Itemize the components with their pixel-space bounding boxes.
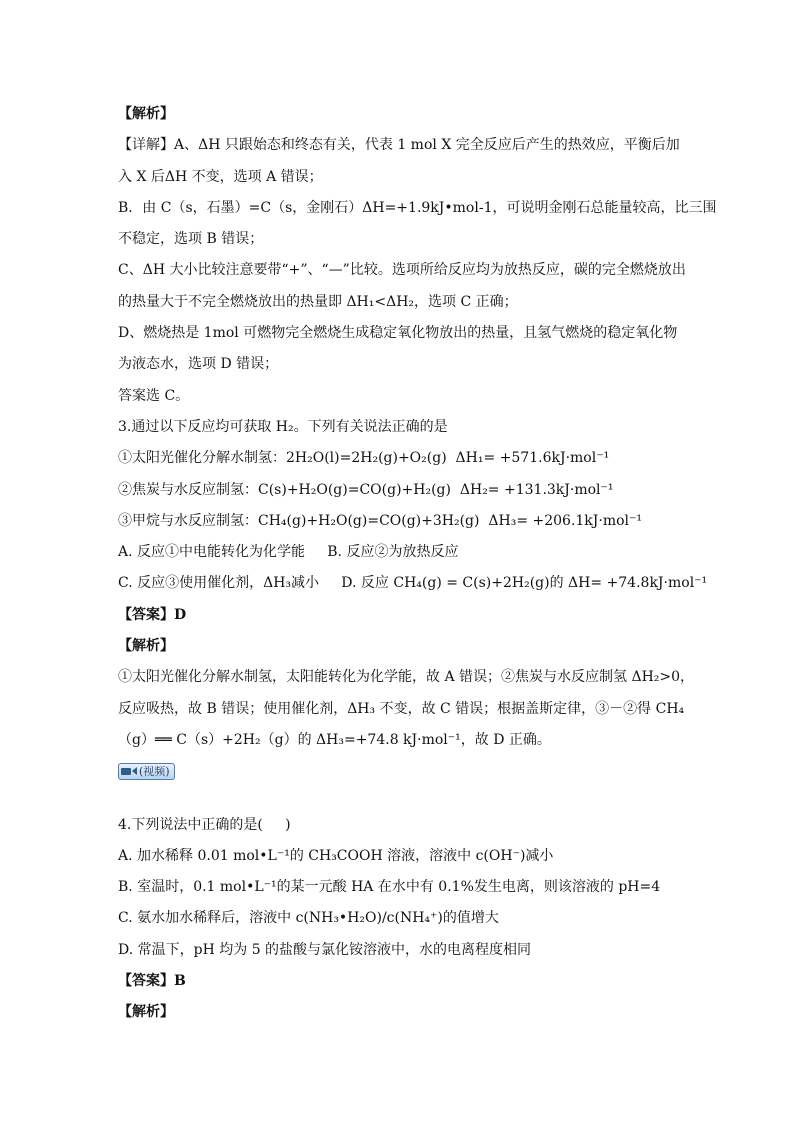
text-line — [118, 382, 688, 413]
text-line — [118, 998, 688, 1029]
text-line-content: 入 X 后ΔH 不变，选项 A 错误； — [118, 168, 323, 185]
text-line — [118, 967, 688, 998]
text-line — [118, 726, 688, 757]
text-line — [118, 873, 688, 904]
text-line-content: （g）══ C（s）+2H₂（g）的 ΔH₃=+74.8 kJ·mol⁻¹，故 D 正确。 — [118, 731, 551, 748]
text-line-content: 答案选 C。 — [118, 387, 190, 404]
text-line — [118, 194, 717, 225]
text-line — [118, 131, 688, 162]
text-line — [118, 811, 688, 842]
text-line — [118, 538, 688, 569]
text-line-content: 为液态水，选项 D 错误； — [118, 356, 279, 373]
text-line-content: B. 室温时，0.1 mol•L⁻¹的某一元酸 HA 在水中有 0.1%发生电离，则该溶液的 pH=4 — [118, 879, 661, 896]
camera-icon — [121, 768, 131, 775]
text-line-content: ①太阳光催化分解水制氢：2H₂O(l)=2H₂(g)+O₂(g) ΔH₁= +571.6kJ·mol⁻¹ — [118, 450, 610, 467]
text-line-content: C、ΔH 大小比较注意要带“+”、“—”比较。选项所给反应均为放热反应，碳的完全燃烧放出 — [118, 262, 686, 279]
text-line-content: D. 常温下，pH 均为 5 的盐酸与氯化铵溶液中，水的电离程度相同 — [118, 941, 532, 958]
text-line — [118, 569, 708, 600]
text-line — [118, 695, 688, 726]
text-line — [118, 507, 688, 538]
text-line — [118, 350, 688, 381]
text-line-content: 【答案】D — [118, 606, 187, 623]
text-line — [118, 288, 688, 319]
video-button[interactable] — [118, 763, 175, 780]
text-line — [118, 936, 688, 967]
text-line — [118, 632, 688, 663]
text-line-content: ③甲烷与水反应制氢：CH₄(g)+H₂O(g)=CO(g)+3H₂(g) ΔH₃= +206.1kJ·mol⁻¹ — [118, 512, 643, 529]
video-link-row — [118, 757, 688, 788]
text-line-content: A. 加水稀释 0.01 mol•L⁻¹的 CH₃COOH 溶液，溶液中 c(OH⁻)减小 — [118, 847, 554, 864]
text-line-content: C. 氨水加水稀释后，溶液中 c(NH₃•H₂O)/c(NH₄⁺)的值增大 — [118, 910, 499, 927]
text-line — [118, 904, 688, 935]
text-line-content: 【解析】 — [118, 638, 174, 655]
text-line — [118, 476, 688, 507]
text-line — [118, 663, 695, 694]
text-line-content: C. 反应③使用催化剂，ΔH₃减小 D. 反应 CH₄(g) = C(s)+2H₂(g)的 ΔH= +74.8kJ·mol⁻¹ — [118, 575, 708, 592]
text-line-content: ①太阳光催化分解水制氢，太阳能转化为化学能，故 A 错误；②焦炭与水反应制氢 ΔH₂>0， — [118, 669, 695, 686]
section-question-2-3 — [118, 100, 717, 757]
camera-lens-icon — [132, 767, 137, 775]
text-line-content: ②焦炭与水反应制氢：C(s)+H₂O(g)=CO(g)+H₂(g) ΔH₂= +131.3kJ·mol⁻¹ — [118, 481, 614, 498]
text-line-content: 反应吸热，故 B 错误；使用催化剂，ΔH₃ 不变，故 C 错误；根据盖斯定律，③－②得 CH₄ — [118, 700, 685, 717]
text-line-content: 不稳定，选项 B 错误； — [118, 231, 264, 248]
text-line — [118, 100, 688, 131]
text-line-content: 3.通过以下反应均可获取 H₂。下列有关说法正确的是 — [118, 418, 448, 435]
text-line-content: D、燃烧热是 1mol 可燃物完全燃烧生成稳定氧化物放出的热量，且氢气燃烧的稳定氧化物 — [118, 325, 678, 342]
text-line-content: B．由 C（s，石墨）=C（s，金刚石）ΔH=+1.9kJ•mol-1，可说明金刚石总能量较高，比三围 — [118, 199, 717, 216]
text-line-content: 的热量大于不完全燃烧放出的热量即 ΔH₁<ΔH₂，选项 C 正确； — [118, 293, 518, 310]
text-line-content: 【解析】 — [118, 106, 174, 122]
text-line — [118, 413, 688, 444]
text-line-content: A. 反应①中电能转化为化学能 B. 反应②为放热反应 — [118, 544, 459, 561]
video-label: (视频) — [139, 764, 170, 778]
text-line-content: 4.下列说法中正确的是( ) — [118, 816, 291, 833]
text-line — [118, 256, 688, 287]
section-question-4 — [118, 811, 688, 1030]
text-line-content: 【答案】B — [118, 973, 186, 990]
text-line — [118, 601, 688, 632]
spacer — [118, 789, 688, 811]
text-line-content: 【详解】A、ΔH 只跟始态和终态有关，代表 1 mol X 完全反应后产生的热效应，平衡后加 — [118, 137, 680, 154]
text-line — [118, 319, 688, 350]
text-line-content: 【解析】 — [118, 1004, 174, 1021]
text-line — [118, 163, 688, 194]
text-line — [118, 444, 688, 475]
text-line — [118, 842, 688, 873]
text-line — [118, 225, 688, 256]
document-page — [118, 100, 717, 1030]
